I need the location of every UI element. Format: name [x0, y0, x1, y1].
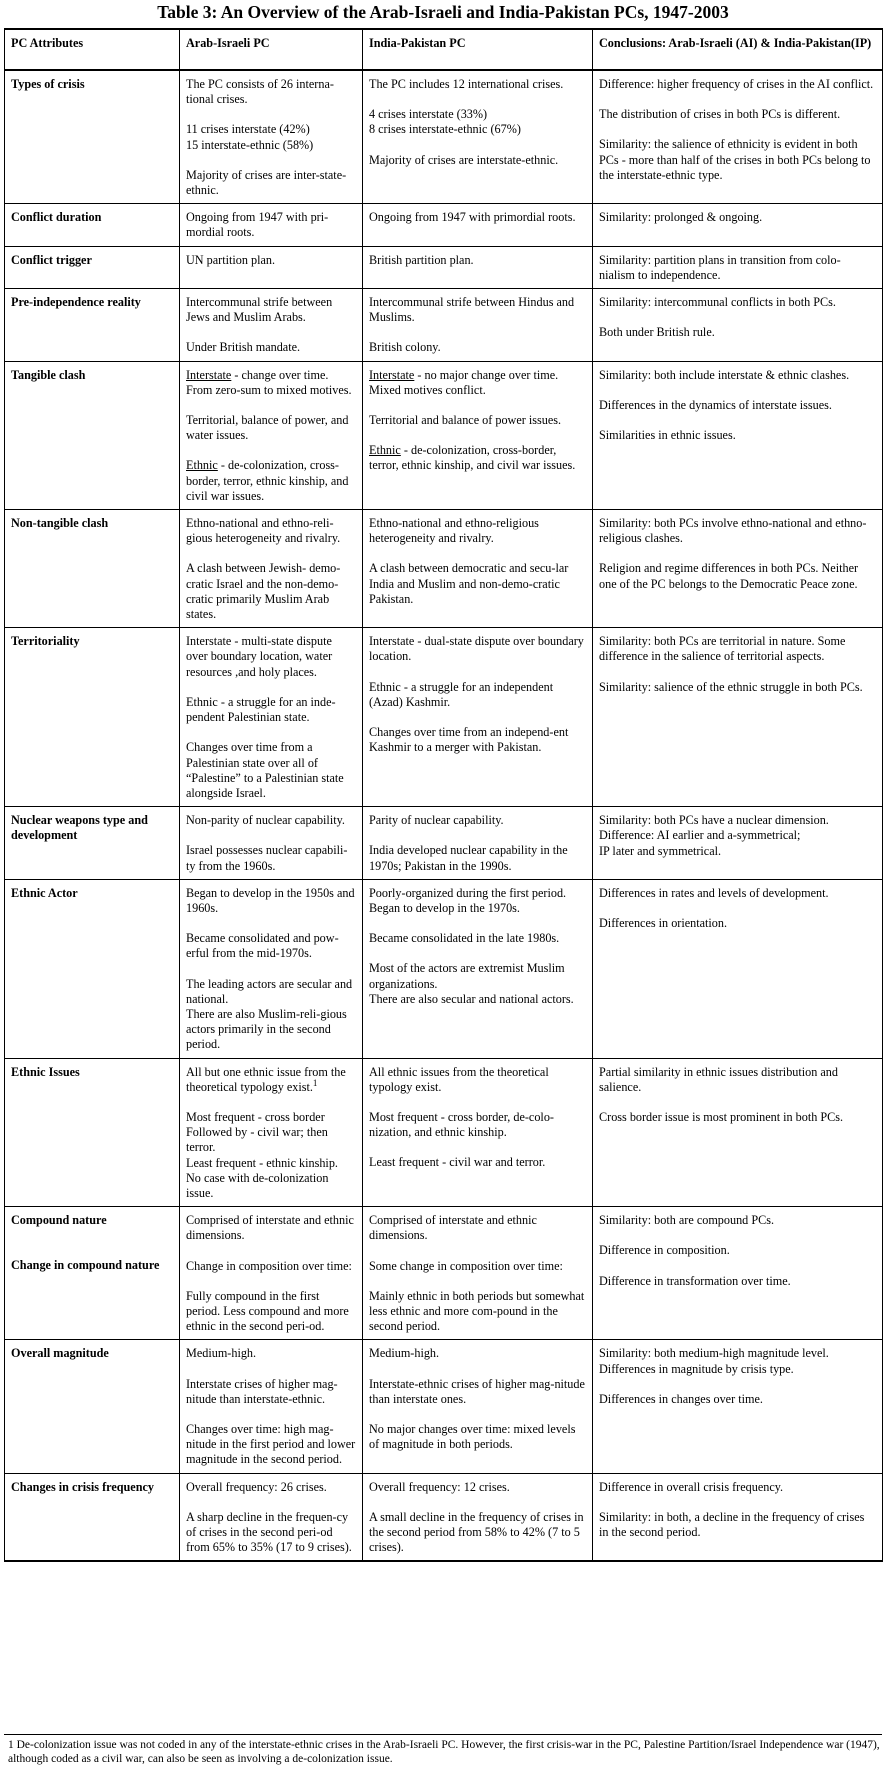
- conclusion-text: Religion and regime differences in both PCs. Neither one of the PC belongs to the Democratic Peace zone.: [599, 561, 859, 591]
- india-pakistan-text: Some change in composition over time:: [369, 1258, 563, 1273]
- conclusion-text: Similarity: both PCs involve ethno-national and ethno-religious clashes.: [599, 516, 867, 546]
- arab-israeli-cell: [180, 879, 363, 1058]
- arab-israeli-text: Comprised of interstate and ethnic dimensions.: [186, 1213, 354, 1243]
- attribute-cell: [5, 1058, 180, 1207]
- india-pakistan-cell: [363, 246, 593, 288]
- india-pakistan-cell: [363, 289, 593, 362]
- attribute-label-secondary: Change in compound nature: [11, 1258, 160, 1273]
- conclusion-text: The distribution of crises in both PCs is different.: [599, 107, 841, 122]
- attribute-cell: [5, 510, 180, 628]
- attribute-cell: [5, 70, 180, 204]
- table-row: [5, 289, 883, 362]
- conclusion-text: Similarity: both are compound PCs.: [599, 1213, 775, 1228]
- india-pakistan-text: Medium-high.: [369, 1346, 440, 1361]
- india-pakistan-text: Least frequent - civil war and terror.: [369, 1155, 546, 1170]
- conclusion-text: Difference in transformation over time.: [599, 1273, 791, 1288]
- table-row: [5, 204, 883, 246]
- attribute-label: Tangible clash: [11, 367, 86, 382]
- arab-israeli-text: 11 crises interstate (42%) 15 interstate-ethnic (58%): [186, 122, 314, 152]
- conclusion-cell: [593, 807, 883, 880]
- arab-israeli-cell: [180, 246, 363, 288]
- table-row: [5, 246, 883, 288]
- india-pakistan-text: Parity of nuclear capability.: [369, 813, 504, 828]
- attribute-cell: [5, 246, 180, 288]
- conclusion-cell: [593, 70, 883, 204]
- conclusion-text: Differences in the dynamics of interstate issues.: [599, 397, 832, 412]
- arab-israeli-text: The leading actors are secular and national. There are also Muslim-reli-gious actors primarily in the second period.: [186, 976, 353, 1052]
- conclusion-text: Difference in composition.: [599, 1243, 730, 1258]
- table-row: [5, 510, 883, 628]
- india-pakistan-cell: [363, 70, 593, 204]
- table-row: [5, 807, 883, 880]
- arab-israeli-text: Interstate - change over time. From zero-sum to mixed motives.: [186, 367, 352, 397]
- india-pakistan-text: Intercommunal strife between Hindus and Muslims.: [369, 295, 575, 325]
- conclusion-text: Similarity: in both, a decline in the frequency of crises in the second period.: [599, 1509, 865, 1540]
- table-header-row: [5, 29, 883, 70]
- india-pakistan-text: Ongoing from 1947 with primordial roots.: [369, 210, 576, 225]
- conclusion-text: Differences in rates and levels of development.: [599, 885, 829, 900]
- arab-israeli-cell: [180, 204, 363, 246]
- attribute-cell: [5, 204, 180, 246]
- conclusion-text: Cross border issue is most prominent in both PCs.: [599, 1109, 844, 1124]
- conclusion-cell: [593, 1207, 883, 1340]
- footnote: 1 De-colonization issue was not coded in any of the interstate-ethnic crises in the Arab-Israeli PC. However, the first crisis-war in the PC, Palestine Partition/Israel Independence war (1947), although coded as a civil war, can also be seen as involving a de-colonization issue.: [8, 1739, 880, 1765]
- arab-israeli-text: Territorial, balance of power, and water issues.: [186, 413, 349, 443]
- conclusion-cell: [593, 1473, 883, 1561]
- arab-israeli-cell: [180, 361, 363, 509]
- india-pakistan-cell: [363, 1340, 593, 1473]
- india-pakistan-text: Became consolidated in the late 1980s.: [369, 931, 560, 946]
- conclusion-text: Similarity: both medium-high magnitude level. Differences in magnitude by crisis type.: [599, 1346, 829, 1376]
- conclusion-cell: [593, 510, 883, 628]
- arab-israeli-text: Ethnic - de-colonization, cross-border, terror, ethnic kinship, and civil war issues.: [186, 458, 349, 503]
- table-row: [5, 628, 883, 807]
- india-pakistan-cell: [363, 1058, 593, 1207]
- india-pakistan-text: British colony.: [369, 340, 441, 355]
- arab-israeli-text: Change in composition over time:: [186, 1258, 352, 1273]
- conclusion-text: Similarity: the salience of ethnicity is evident in both PCs - more than half of the crises in both PCs belong to the interstate-ethnic type.: [599, 137, 871, 182]
- arab-israeli-cell: [180, 1473, 363, 1561]
- conclusion-text: Similarity: prolonged & ongoing.: [599, 210, 763, 225]
- arab-israeli-text: The PC consists of 26 interna-tional crises.: [186, 77, 334, 107]
- india-pakistan-text: Comprised of interstate and ethnic dimensions.: [369, 1213, 537, 1243]
- india-pakistan-cell: [363, 510, 593, 628]
- arab-israeli-cell: [180, 628, 363, 807]
- arab-israeli-text: Ongoing from 1947 with pri-mordial roots.: [186, 210, 329, 240]
- conclusion-text: Similarities in ethnic issues.: [599, 428, 736, 443]
- arab-israeli-text: Majority of crises are inter-state-ethnic.: [186, 167, 347, 198]
- india-pakistan-cell: [363, 807, 593, 880]
- india-pakistan-cell: [363, 1207, 593, 1340]
- header-arab-israeli: Arab-Israeli PC: [180, 29, 363, 70]
- conclusion-cell: [593, 246, 883, 288]
- india-pakistan-text: Interstate-ethnic crises of higher mag-nitude than interstate ones.: [369, 1376, 585, 1406]
- india-pakistan-text: All ethnic issues from the theoretical typology exist.: [369, 1064, 549, 1094]
- arab-israeli-cell: [180, 289, 363, 362]
- india-pakistan-cell: [363, 361, 593, 509]
- india-pakistan-cell: [363, 628, 593, 807]
- attribute-cell: [5, 628, 180, 807]
- arab-israeli-text: Ethnic - a struggle for an inde-pendent Palestinian state.: [186, 694, 336, 725]
- header-india-pakistan: India-Pakistan PC: [363, 29, 593, 70]
- table-row: [5, 361, 883, 509]
- india-pakistan-text: India developed nuclear capability in the 1970s; Pakistan in the 1990s.: [369, 843, 568, 873]
- conclusion-cell: [593, 1340, 883, 1473]
- attribute-cell: [5, 807, 180, 880]
- arab-israeli-text: Overall frequency: 26 crises.: [186, 1479, 327, 1494]
- conclusion-cell: [593, 204, 883, 246]
- india-pakistan-text: No major changes over time: mixed levels of magnitude in both periods.: [369, 1422, 576, 1452]
- conclusion-cell: [593, 1058, 883, 1207]
- india-pakistan-text-label: Interstate: [369, 367, 415, 382]
- india-pakistan-text: Most of the actors are extremist Muslim organizations. There are also secular and national actors.: [369, 961, 574, 1006]
- arab-israeli-cell: [180, 1058, 363, 1207]
- arab-israeli-text: Medium-high.: [186, 1346, 257, 1361]
- india-pakistan-text: Interstate - no major change over time. Mixed motives conflict.: [369, 367, 559, 397]
- arab-israeli-text: Changes over time from a Palestinian state over all of “Palestine” to a Palestinian state alongside Israel.: [186, 740, 344, 800]
- india-pakistan-text: Majority of crises are interstate-ethnic.: [369, 152, 559, 167]
- arab-israeli-text: Intercommunal strife between Jews and Muslim Arabs.: [186, 295, 333, 325]
- india-pakistan-text: Territorial and balance of power issues.: [369, 413, 562, 428]
- arab-israeli-text: Israel possesses nuclear capabili-ty from the 1960s.: [186, 843, 348, 873]
- overview-table: [4, 28, 883, 1562]
- india-pakistan-text: British partition plan.: [369, 252, 474, 267]
- attribute-label: Non-tangible clash: [11, 516, 109, 531]
- table-row: [5, 70, 883, 204]
- conclusion-text: Differences in orientation.: [599, 915, 728, 930]
- india-pakistan-text: Changes over time from an independ-ent Kashmir to a merger with Pakistan.: [369, 725, 569, 755]
- attribute-label: Conflict duration: [11, 210, 102, 225]
- footnote-rule: [4, 1734, 882, 1735]
- attribute-label: Ethnic Issues: [11, 1064, 80, 1079]
- attribute-label: Pre-independence reality: [11, 295, 141, 310]
- attribute-cell: [5, 289, 180, 362]
- conclusion-text: Similarity: salience of the ethnic struggle in both PCs.: [599, 679, 863, 694]
- arab-israeli-text: A sharp decline in the frequen-cy of crises in the second peri-od from 65% to 35% (17 to 9 crises).: [186, 1509, 352, 1555]
- arab-israeli-text: A clash between Jewish- demo-cratic Israel and the non-demo-cratic primarily Muslim Arab states.: [186, 561, 341, 622]
- india-pakistan-text: Overall frequency: 12 crises.: [369, 1479, 510, 1494]
- india-pakistan-text: 4 crises interstate (33%) 8 crises interstate-ethnic (67%): [369, 107, 521, 137]
- arab-israeli-text-label: Interstate: [186, 367, 232, 382]
- india-pakistan-text: Interstate - dual-state dispute over boundary location.: [369, 634, 584, 664]
- india-pakistan-text: A clash between democratic and secu-lar India and Muslim and non-demo-cratic Pakistan.: [369, 561, 569, 606]
- india-pakistan-cell: [363, 1473, 593, 1561]
- arab-israeli-text: Under British mandate.: [186, 340, 301, 355]
- conclusion-cell: [593, 628, 883, 807]
- attribute-cell: [5, 1207, 180, 1340]
- conclusion-text: Similarity: both include interstate & ethnic clashes.: [599, 367, 850, 382]
- arab-israeli-cell: [180, 1340, 363, 1473]
- arab-israeli-cell: [180, 70, 363, 204]
- arab-israeli-text: Fully compound in the first period. Less compound and more ethnic in the second peri-od.: [186, 1288, 349, 1334]
- attribute-label: Territoriality: [11, 634, 80, 649]
- conclusion-text: Similarity: partition plans in transition from colo-nialism to independence.: [599, 252, 841, 282]
- india-pakistan-text: Most frequent - cross border, de-colo-nization, and ethnic kinship.: [369, 1109, 554, 1140]
- conclusion-text: Both under British rule.: [599, 325, 715, 340]
- india-pakistan-text: Mainly ethnic in both periods but somewhat less ethnic and more com-pound in the second period.: [369, 1288, 585, 1334]
- arab-israeli-text: All but one ethnic issue from the theoretical typology exist.$^1$: [186, 1064, 346, 1094]
- arab-israeli-text: Became consolidated and pow-erful from the mid-1970s.: [186, 931, 339, 961]
- conclusion-cell: [593, 361, 883, 509]
- arab-israeli-text: Interstate - multi-state dispute over boundary location, water resources ,and holy places.: [186, 634, 333, 679]
- india-pakistan-cell: [363, 204, 593, 246]
- arab-israeli-cell: [180, 807, 363, 880]
- india-pakistan-text: Ethno-national and ethno-religious heterogeneity and rivalry.: [369, 516, 539, 546]
- table-row: [5, 1058, 883, 1207]
- attribute-label: Ethnic Actor: [11, 885, 78, 900]
- table-row: [5, 1473, 883, 1561]
- attribute-cell: [5, 1340, 180, 1473]
- attribute-label: Changes in crisis frequency: [11, 1479, 154, 1494]
- india-pakistan-text-label: Ethnic: [369, 443, 401, 458]
- conclusion-text: Difference: higher frequency of crises in the AI conflict.: [599, 77, 874, 91]
- attribute-label: Types of crisis: [11, 77, 85, 91]
- conclusion-text: Similarity: intercommunal conflicts in both PCs.: [599, 295, 836, 310]
- attribute-label: Nuclear weapons type and development: [11, 813, 148, 843]
- header-conclusions: Conclusions: Arab-Israeli (AI) & India-Pakistan(IP): [593, 29, 883, 70]
- table-row: [5, 1207, 883, 1340]
- arab-israeli-text: Interstate crises of higher mag-nitude than interstate-ethnic.: [186, 1376, 338, 1406]
- table-title: Table 3: An Overview of the Arab-Israeli and India-Pakistan PCs, 1947-2003: [157, 2, 729, 22]
- arab-israeli-text: Began to develop in the 1950s and 1960s.: [186, 885, 355, 915]
- india-pakistan-cell: [363, 879, 593, 1058]
- table-row: [5, 1340, 883, 1473]
- arab-israeli-text: Non-parity of nuclear capability.: [186, 813, 345, 828]
- india-pakistan-text: A small decline in the frequency of crises in the second period from 58% to 42% (7 to 5 crises).: [369, 1509, 584, 1555]
- attribute-cell: [5, 1473, 180, 1561]
- attribute-label: Compound nature: [11, 1213, 107, 1228]
- india-pakistan-text: Poorly-organized during the first period. Began to develop in the 1970s.: [369, 885, 567, 915]
- conclusion-text: Partial similarity in ethnic issues distribution and salience.: [599, 1064, 838, 1094]
- arab-israeli-cell: [180, 510, 363, 628]
- arab-israeli-text: Most frequent - cross border Followed by - civil war; then terror. Least frequent - ethnic kinship. No case with de-colonization issue.: [186, 1109, 338, 1200]
- header-pc-attributes: PC Attributes: [5, 29, 180, 70]
- arab-israeli-text: Changes over time: high mag-nitude in the first period and lower magnitude in the second period.: [186, 1422, 356, 1467]
- arab-israeli-cell: [180, 1207, 363, 1340]
- attribute-cell: [5, 361, 180, 509]
- attribute-label: Overall magnitude: [11, 1346, 109, 1361]
- conclusion-cell: [593, 289, 883, 362]
- arab-israeli-text-label: Ethnic: [186, 458, 218, 473]
- conclusion-text: Similarity: both PCs are territorial in nature. Some difference in the salience of territorial aspects.: [599, 634, 846, 664]
- arab-israeli-text: Ethno-national and ethno-reli-gious heterogeneity and rivalry.: [186, 516, 341, 546]
- conclusion-text: Difference in overall crisis frequency.: [599, 1479, 784, 1494]
- india-pakistan-text: The PC includes 12 international crises.: [369, 77, 564, 91]
- conclusion-text: Similarity: both PCs have a nuclear dimension. Difference: AI earlier and a-symmetrical; IP later and symmetrical.: [599, 813, 829, 858]
- attribute-cell: [5, 879, 180, 1058]
- india-pakistan-text: Ethnic - a struggle for an independent (Azad) Kashmir.: [369, 679, 554, 709]
- footnote-marker: 1: [312, 1077, 318, 1088]
- india-pakistan-text: Ethnic - de-colonization, cross-border, terror, ethnic kinship, and civil war issues.: [369, 443, 576, 473]
- table-row: [5, 879, 883, 1058]
- arab-israeli-text: UN partition plan.: [186, 252, 276, 267]
- conclusion-text: Differences in changes over time.: [599, 1391, 763, 1406]
- attribute-label: Conflict trigger: [11, 252, 92, 267]
- conclusion-cell: [593, 879, 883, 1058]
